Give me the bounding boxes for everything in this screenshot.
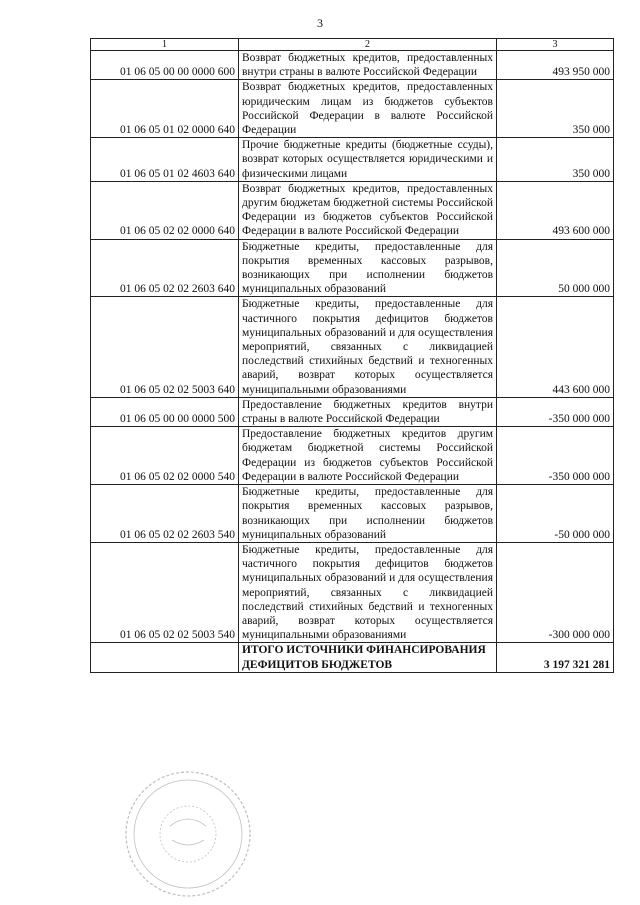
table-row (91, 297, 614, 397)
table-row (91, 485, 614, 543)
row-amount: 350 000 (497, 80, 614, 138)
total-row (91, 643, 614, 672)
financing-sources-table (90, 38, 614, 673)
table-row (91, 397, 614, 426)
row-description: Бюджетные кредиты, предоставленные для частичного покрытия дефицитов бюджетов муниципальных образований и для осуществления мероприятий, связанных с ликвидацией последствий стихийных бедствий и техногенных аварий, возврат которых осуществляется муниципальными образованиями (239, 297, 497, 397)
table-header-row (91, 39, 614, 51)
page-number: 3 (317, 16, 323, 30)
row-code: 01 06 05 00 00 0000 600 (91, 51, 239, 80)
table-body (91, 51, 614, 673)
row-amount: -350 000 000 (497, 427, 614, 485)
table-row (91, 181, 614, 239)
row-code: 01 06 05 01 02 0000 640 (91, 80, 239, 138)
row-description: Предоставление бюджетных кредитов другим бюджетам бюджетной системы Российской Федерации из бюджетов субъектов Российской Федерации в валюте Российской Федерации (239, 427, 497, 485)
row-amount: 493 950 000 (497, 51, 614, 80)
row-description: Возврат бюджетных кредитов, предоставленных внутри страны в валюте Российской Федерации (239, 51, 497, 80)
row-amount: 443 600 000 (497, 297, 614, 397)
row-description: Бюджетные кредиты, предоставленные для покрытия временных кассовых разрывов, возникающих при исполнении бюджетов муниципальных образований (239, 485, 497, 543)
table-row (91, 138, 614, 182)
row-code: 01 06 05 02 02 2603 540 (91, 485, 239, 543)
total-description: ИТОГО ИСТОЧНИКИ ФИНАНСИРОВАНИЯ ДЕФИЦИТОВ БЮДЖЕТОВ (239, 643, 497, 672)
row-amount: 50 000 000 (497, 239, 614, 297)
row-description: Бюджетные кредиты, предоставленные для покрытия временных кассовых разрывов, возникающих при исполнении бюджетов муниципальных образований (239, 239, 497, 297)
table-row (91, 427, 614, 485)
row-code: 01 06 05 02 02 2603 640 (91, 239, 239, 297)
row-code: 01 06 05 02 02 0000 640 (91, 181, 239, 239)
row-amount: -300 000 000 (497, 542, 614, 642)
row-code: 01 06 05 02 02 5003 540 (91, 542, 239, 642)
table-row (91, 80, 614, 138)
row-code: 01 06 05 00 00 0000 500 (91, 397, 239, 426)
column-header-amount: 3 (497, 39, 614, 51)
total-code (91, 643, 239, 672)
row-amount: -50 000 000 (497, 485, 614, 543)
row-description: Прочие бюджетные кредиты (бюджетные ссуды), возврат которых осуществляется юридическими и физическими лицами (239, 138, 497, 182)
column-header-code: 1 (91, 39, 239, 51)
row-code: 01 06 05 02 02 5003 640 (91, 297, 239, 397)
row-amount: -350 000 000 (497, 397, 614, 426)
table-row (91, 542, 614, 642)
table-row (91, 239, 614, 297)
row-description: Бюджетные кредиты, предоставленные для частичного покрытия дефицитов бюджетов муниципальных образований и для осуществления мероприятий, связанных с ликвидацией последствий стихийных бедствий и техногенных аварий, возврат которых осуществляется муниципальными образованиями (239, 542, 497, 642)
row-description: Предоставление бюджетных кредитов внутри страны в валюте Российской Федерации (239, 397, 497, 426)
row-code: 01 06 05 01 02 4603 640 (91, 138, 239, 182)
official-seal-icon (118, 768, 258, 900)
row-description: Возврат бюджетных кредитов, предоставленных другим бюджетам бюджетной системы Российской Федерации из бюджетов субъектов Российской Федерации в валюте Российской Федерации (239, 181, 497, 239)
total-amount: 3 197 321 281 (497, 643, 614, 672)
column-header-description: 2 (239, 39, 497, 51)
table-row (91, 51, 614, 80)
row-description: Возврат бюджетных кредитов, предоставленных юридическим лицам из бюджетов субъектов Российской Федерации в валюте Российской Федерации (239, 80, 497, 138)
row-amount: 350 000 (497, 138, 614, 182)
row-code: 01 06 05 02 02 0000 540 (91, 427, 239, 485)
row-amount: 493 600 000 (497, 181, 614, 239)
